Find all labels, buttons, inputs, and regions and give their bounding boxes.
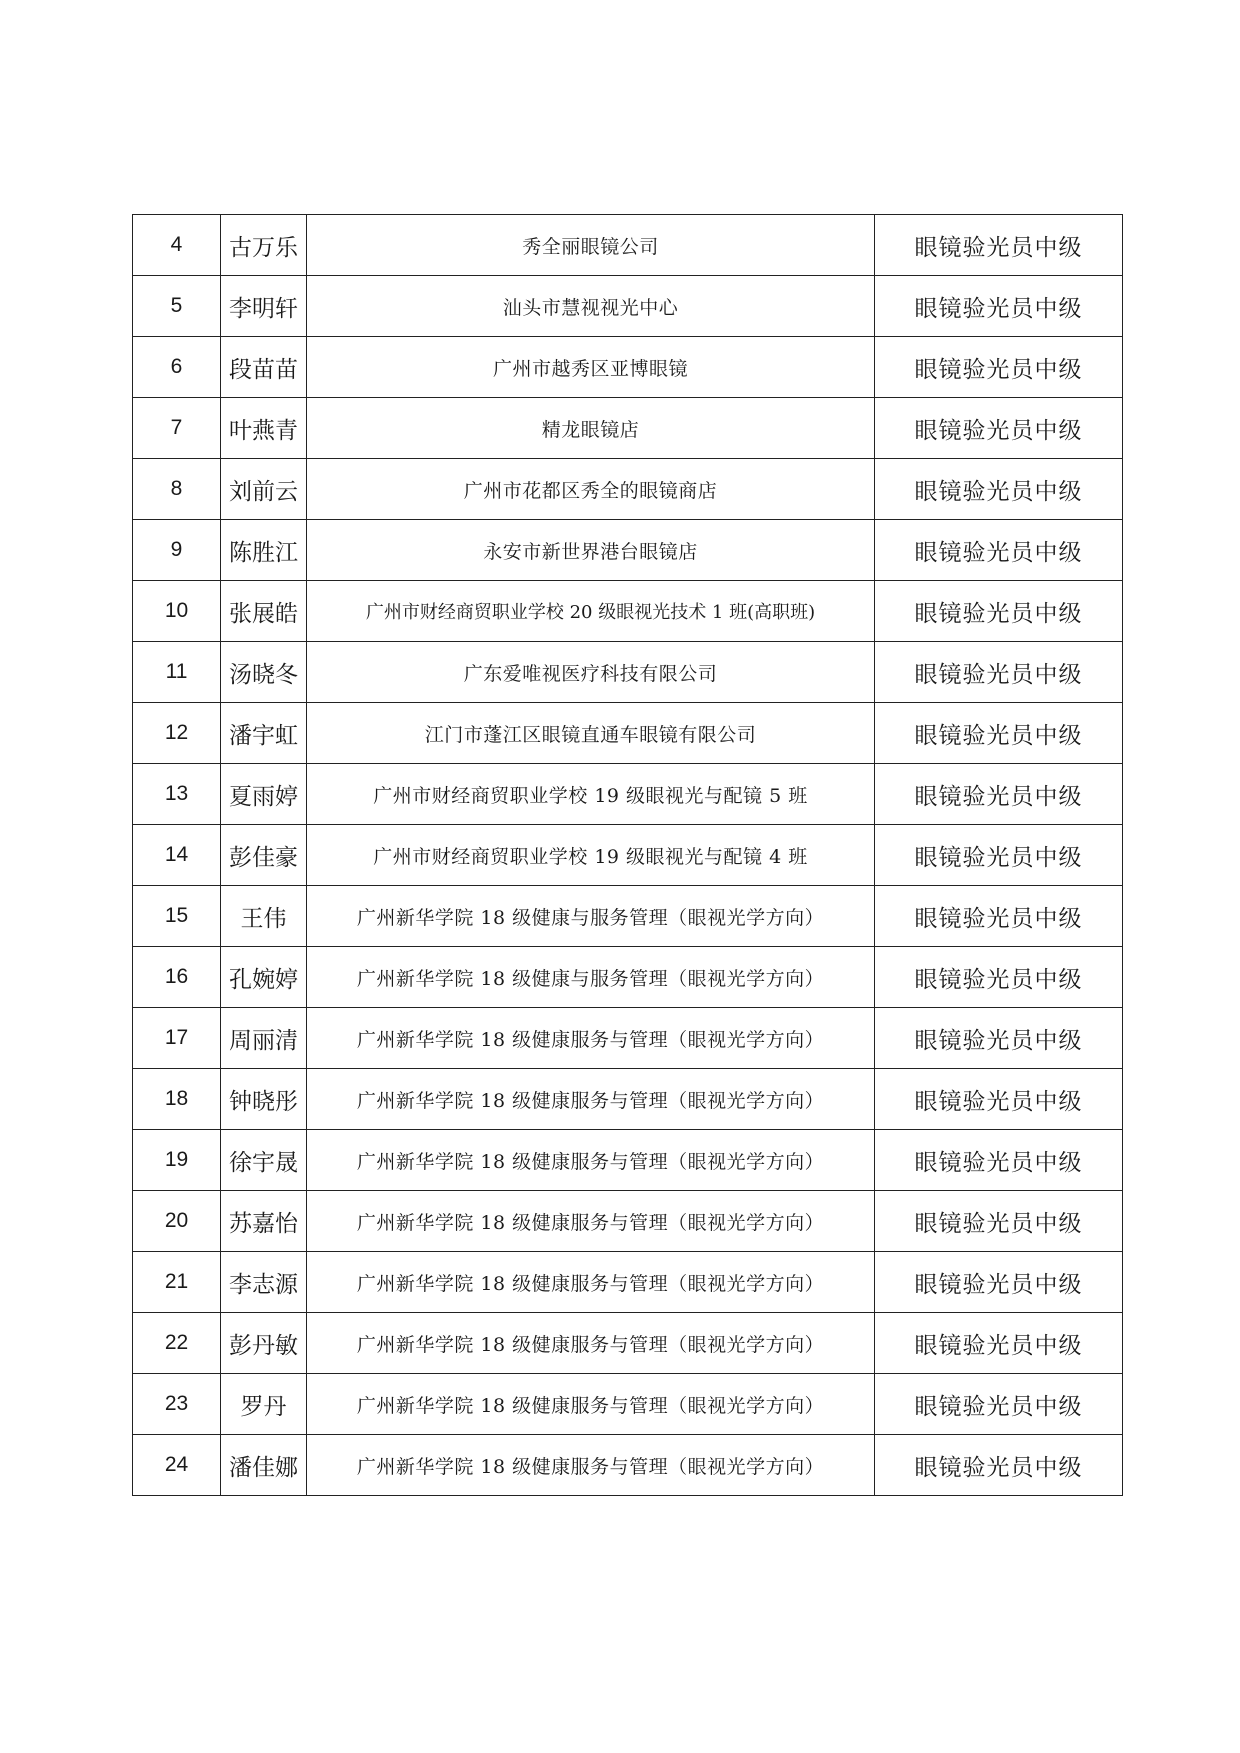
work-unit: 广州市财经商贸职业学校 19 级眼视光与配镜 4 班 — [307, 825, 875, 886]
work-unit: 广州新华学院 18 级健康服务与管理（眼视光学方向） — [307, 1313, 875, 1374]
person-name: 钟晓彤 — [221, 1069, 307, 1130]
certificate-level: 眼镜验光员中级 — [875, 1069, 1123, 1130]
table-row — [133, 1252, 1123, 1313]
certificate-level: 眼镜验光员中级 — [875, 398, 1123, 459]
work-unit: 广州新华学院 18 级健康服务与管理（眼视光学方向） — [307, 1069, 875, 1130]
certificate-level: 眼镜验光员中级 — [875, 886, 1123, 947]
person-name: 刘前云 — [221, 459, 307, 520]
roster-table — [132, 214, 1123, 1496]
row-number: 10 — [133, 581, 221, 642]
table-row — [133, 1313, 1123, 1374]
work-unit: 广州新华学院 18 级健康服务与管理（眼视光学方向） — [307, 1252, 875, 1313]
certificate-level: 眼镜验光员中级 — [875, 1313, 1123, 1374]
table-row — [133, 1435, 1123, 1496]
row-number: 15 — [133, 886, 221, 947]
person-name: 潘佳娜 — [221, 1435, 307, 1496]
roster-table-body — [133, 215, 1123, 1496]
table-row — [133, 642, 1123, 703]
table-row — [133, 215, 1123, 276]
table-row — [133, 581, 1123, 642]
row-number: 21 — [133, 1252, 221, 1313]
person-name: 彭丹敏 — [221, 1313, 307, 1374]
person-name: 段苗苗 — [221, 337, 307, 398]
person-name: 王伟 — [221, 886, 307, 947]
work-unit: 广州新华学院 18 级健康服务与管理（眼视光学方向） — [307, 1191, 875, 1252]
work-unit: 广州市财经商贸职业学校 19 级眼视光与配镜 5 班 — [307, 764, 875, 825]
row-number: 23 — [133, 1374, 221, 1435]
certificate-level: 眼镜验光员中级 — [875, 581, 1123, 642]
row-number: 8 — [133, 459, 221, 520]
row-number: 18 — [133, 1069, 221, 1130]
person-name: 徐宇晟 — [221, 1130, 307, 1191]
table-row — [133, 764, 1123, 825]
row-number: 20 — [133, 1191, 221, 1252]
certificate-level: 眼镜验光员中级 — [875, 1435, 1123, 1496]
table-row — [133, 1374, 1123, 1435]
work-unit: 江门市蓬江区眼镜直通车眼镜有限公司 — [307, 703, 875, 764]
person-name: 孔婉婷 — [221, 947, 307, 1008]
table-row — [133, 459, 1123, 520]
certificate-level: 眼镜验光员中级 — [875, 642, 1123, 703]
certificate-level: 眼镜验光员中级 — [875, 459, 1123, 520]
certificate-level: 眼镜验光员中级 — [875, 520, 1123, 581]
person-name: 彭佳豪 — [221, 825, 307, 886]
certificate-level: 眼镜验光员中级 — [875, 276, 1123, 337]
table-row — [133, 1191, 1123, 1252]
work-unit: 广州新华学院 18 级健康与服务管理（眼视光学方向） — [307, 947, 875, 1008]
work-unit: 永安市新世界港台眼镜店 — [307, 520, 875, 581]
table-row — [133, 1008, 1123, 1069]
certificate-level: 眼镜验光员中级 — [875, 825, 1123, 886]
work-unit: 秀全丽眼镜公司 — [307, 215, 875, 276]
person-name: 李明轩 — [221, 276, 307, 337]
row-number: 5 — [133, 276, 221, 337]
table-row — [133, 886, 1123, 947]
table-row — [133, 947, 1123, 1008]
person-name: 叶燕青 — [221, 398, 307, 459]
certificate-level: 眼镜验光员中级 — [875, 1374, 1123, 1435]
row-number: 16 — [133, 947, 221, 1008]
person-name: 罗丹 — [221, 1374, 307, 1435]
person-name: 汤晓冬 — [221, 642, 307, 703]
person-name: 周丽清 — [221, 1008, 307, 1069]
work-unit: 精龙眼镜店 — [307, 398, 875, 459]
person-name: 苏嘉怡 — [221, 1191, 307, 1252]
certificate-level: 眼镜验光员中级 — [875, 1252, 1123, 1313]
row-number: 6 — [133, 337, 221, 398]
certificate-level: 眼镜验光员中级 — [875, 703, 1123, 764]
work-unit: 广州市越秀区亚博眼镜 — [307, 337, 875, 398]
row-number: 17 — [133, 1008, 221, 1069]
work-unit: 广州新华学院 18 级健康服务与管理（眼视光学方向） — [307, 1008, 875, 1069]
work-unit: 广州新华学院 18 级健康服务与管理（眼视光学方向） — [307, 1435, 875, 1496]
person-name: 李志源 — [221, 1252, 307, 1313]
table-row — [133, 1069, 1123, 1130]
certificate-level: 眼镜验光员中级 — [875, 337, 1123, 398]
row-number: 11 — [133, 642, 221, 703]
work-unit: 广州新华学院 18 级健康服务与管理（眼视光学方向） — [307, 1374, 875, 1435]
person-name: 古万乐 — [221, 215, 307, 276]
table-row — [133, 1130, 1123, 1191]
row-number: 12 — [133, 703, 221, 764]
table-row — [133, 276, 1123, 337]
table-row — [133, 337, 1123, 398]
table-row — [133, 825, 1123, 886]
work-unit: 广州新华学院 18 级健康服务与管理（眼视光学方向） — [307, 1130, 875, 1191]
work-unit: 广州市财经商贸职业学校 20 级眼视光技术 1 班(高职班) — [307, 581, 875, 642]
table-row — [133, 703, 1123, 764]
row-number: 19 — [133, 1130, 221, 1191]
certificate-level: 眼镜验光员中级 — [875, 1130, 1123, 1191]
row-number: 14 — [133, 825, 221, 886]
certificate-level: 眼镜验光员中级 — [875, 947, 1123, 1008]
work-unit: 广东爱唯视医疗科技有限公司 — [307, 642, 875, 703]
certificate-level: 眼镜验光员中级 — [875, 215, 1123, 276]
work-unit: 广州新华学院 18 级健康与服务管理（眼视光学方向） — [307, 886, 875, 947]
certificate-level: 眼镜验光员中级 — [875, 1191, 1123, 1252]
certificate-level: 眼镜验光员中级 — [875, 764, 1123, 825]
table-row — [133, 398, 1123, 459]
row-number: 22 — [133, 1313, 221, 1374]
row-number: 13 — [133, 764, 221, 825]
row-number: 4 — [133, 215, 221, 276]
work-unit: 汕头市慧视视光中心 — [307, 276, 875, 337]
row-number: 24 — [133, 1435, 221, 1496]
person-name: 夏雨婷 — [221, 764, 307, 825]
work-unit: 广州市花都区秀全的眼镜商店 — [307, 459, 875, 520]
row-number: 7 — [133, 398, 221, 459]
row-number: 9 — [133, 520, 221, 581]
table-row — [133, 520, 1123, 581]
person-name: 陈胜江 — [221, 520, 307, 581]
person-name: 张展皓 — [221, 581, 307, 642]
person-name: 潘宇虹 — [221, 703, 307, 764]
certificate-level: 眼镜验光员中级 — [875, 1008, 1123, 1069]
